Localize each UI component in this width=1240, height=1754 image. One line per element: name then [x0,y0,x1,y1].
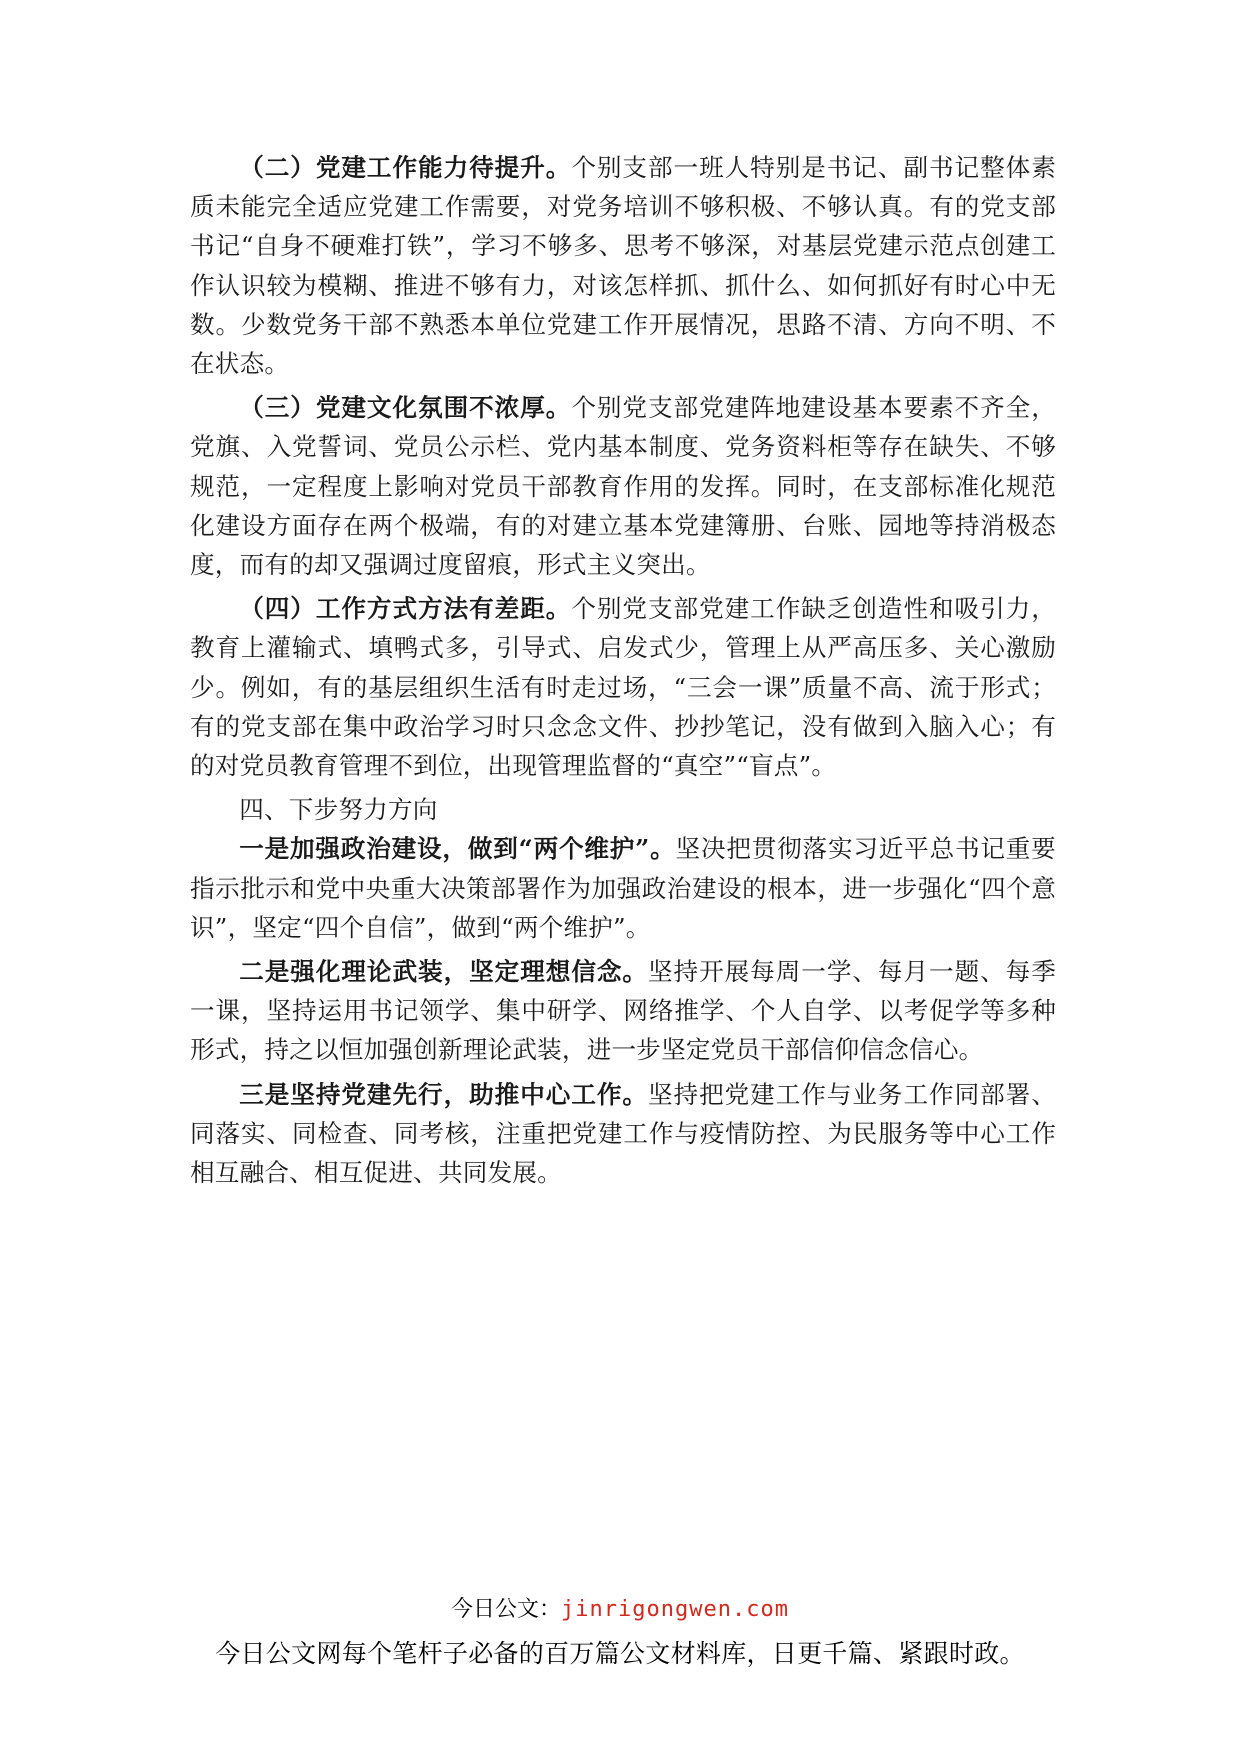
paragraph-lead: （三）党建文化氛围不浓厚。 [239,393,572,423]
footer-site-link[interactable]: jinrigongwen.com [561,1597,789,1622]
paragraph-direction-1 [190,829,1056,947]
paragraph-issue-2 [190,148,1056,383]
footer-brand-prefix: 今日公文： [451,1597,562,1622]
paragraph-issue-4 [190,589,1056,785]
paragraph-lead: （四）工作方式方法有差距。 [239,594,572,624]
paragraph-lead: （二）党建工作能力待提升。 [239,153,572,182]
document-body [190,148,1056,1197]
paragraph-text: 个别党支部党建工作缺乏创造性和吸引力，教育上灌输式、填鸭式多，引导式、启发式少，管理上从严高压多、关心激励少。例如，有的基层组织生活有时走过场，“三会一课”质量不高、流于形式；有的党支部在集中政治学习时只念念文件、抄抄笔记，没有做到入脑入心；有的对党员教育管理不到位，出现管理监督的“真空”“盲点”。 [190,594,1056,781]
paragraph-issue-3 [190,388,1056,584]
paragraph-lead: 二是强化理论武装，坚定理想信念。 [239,957,648,987]
footer-brand-line [0,1594,1240,1626]
paragraph-text: 坚决把贯彻落实习近平总书记重要指示批示和党中央重大决策部署作为加强政治建设的根本，进一步强化“四个意识”，坚定“四个自信”，做到“两个维护”。 [190,834,1056,942]
paragraph-text: 个别党支部党建阵地建设基本要素不齐全，党旗、入党誓词、党员公示栏、党内基本制度、党务资料柜等存在缺失、不够规范，一定程度上影响对党员干部教育作用的发挥。同时，在支部标准化规范化建设方面存在两个极端，有的对建立基本党建簿册、台账、园地等持消极态度，而有的却又强调过度留痕，形式主义突出。 [190,393,1056,580]
paragraph-lead: 一是加强政治建设，做到“两个维护”。 [239,834,676,864]
section-heading: 四、下步努力方向 [239,795,438,825]
paragraph-text: 个别支部一班人特别是书记、副书记整体素质未能完全适应党建工作需要，对党务培训不够积极、不够认真。有的党支部书记“自身不硬难打铁”，学习不够多、思考不够深，对基层党建示范点创建工作认识较为模糊、推进不够有力，对该怎样抓、抓什么、如何抓好有时心中无数。少数党务干部不熟悉本单位党建工作开展情况，思路不清、方向不明、不在状态。 [190,153,1056,379]
paragraph-text: 坚持开展每周一学、每月一题、每季一课，坚持运用书记领学、集中研学、网络推学、个人自学、以考促学等多种形式，持之以恒加强创新理论武装，进一步坚定党员干部信仰信念信心。 [190,957,1057,1065]
paragraph-direction-2 [190,952,1056,1070]
paragraph-text: 坚持把党建工作与业务工作同部署、同落实、同检查、同考核，注重把党建工作与疫情防控、为民服务等中心工作相互融合、相互促进、共同发展。 [190,1079,1057,1188]
footer-slogan: 今日公文网每个笔杆子必备的百万篇公文材料库，日更千篇、紧跟时政。 [215,1639,1025,1668]
paragraph-lead: 三是坚持党建先行，助推中心工作。 [239,1079,648,1109]
paragraph-direction-3 [190,1075,1056,1193]
